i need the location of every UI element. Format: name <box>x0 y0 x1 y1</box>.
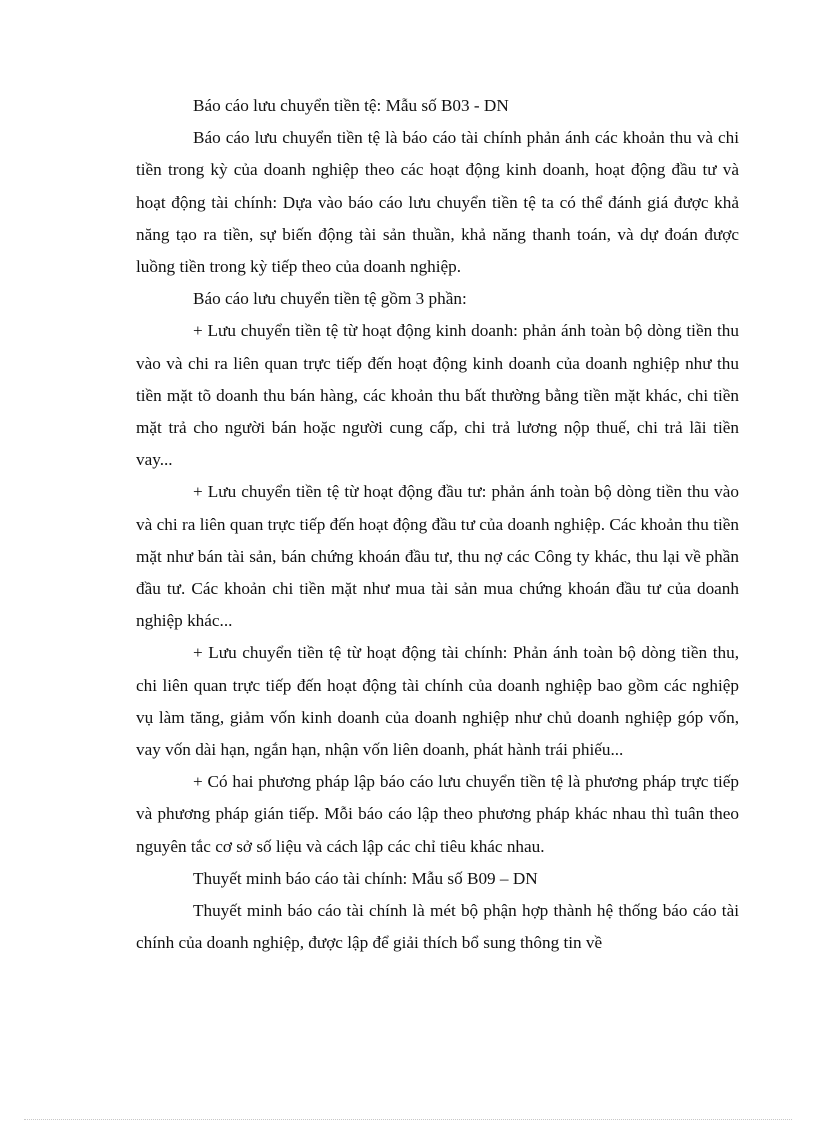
paragraph-financing-activities: + Lưu chuyển tiền tệ từ hoạt động tài chính: Phản ánh toàn bộ dòng tiền thu, chi liên quan trực tiếp đến hoạt động tài chính của doanh nghiệp bao gồm các nghiệp vụ làm tăng, giảm vốn kinh doanh của doanh nghiệp như chủ doanh nghiệp góp vốn, vay vốn dài hạn, ngắn hạn, nhận vốn liên doanh, phát hành trái phiếu... <box>136 643 739 760</box>
heading-financial-statement-notes: Thuyết minh báo cáo tài chính: Mẫu số B09 – DN <box>193 868 538 888</box>
heading-cash-flow-parts: Báo cáo lưu chuyển tiền tệ gồm 3 phần: <box>193 289 467 309</box>
heading-cash-flow-statement: Báo cáo lưu chuyển tiền tệ: Mẫu số B03 - DN <box>193 96 509 115</box>
paragraph-investing-activities: + Lưu chuyển tiền tệ từ hoạt động đầu tư: phản ánh toàn bộ dòng tiền thu vào và chi ra liên quan trực tiếp đến hoạt động đầu tư của doanh nghiệp. Các khoản thu tiền mặt như bán tài sản, bán chứng khoán đầu tư, thu nợ các Công ty khác, thu lại về phần đầu tư. Các khoản chi tiền mặt như mua tài sản mua chứng khoán đầu tư của doanh nghiệp khác... <box>136 482 739 631</box>
paragraph-notes-definition: Thuyết minh báo cáo tài chính là mét bộ phận hợp thành hệ thống báo cáo tài chính của doanh nghiệp, được lập để giải thích bổ sung thông tin về <box>136 901 739 953</box>
paragraph-preparation-methods: + Có hai phương pháp lập báo cáo lưu chuyển tiền tệ là phương pháp trực tiếp và phương pháp gián tiếp. Mỗi báo cáo lập theo phương pháp khác nhau thì tuân theo nguyên tắc cơ sở số liệu và cách lập các chỉ tiêu khác nhau. <box>136 772 739 856</box>
paragraph-operating-activities: + Lưu chuyển tiền tệ từ hoạt động kinh doanh: phản ánh toàn bộ dòng tiền thu vào và chi ra liên quan trực tiếp đến hoạt động kinh doanh của doanh nghiệp như thu tiền mặt tõ doanh thu bán hàng, các khoản thu bất thường bằng tiền mặt khác, chi tiền mặt trả cho người bán hoặc người cung cấp, chi trả lương nộp thuế, chi trả lãi tiền vay... <box>136 321 739 470</box>
paragraph-cash-flow-definition: Báo cáo lưu chuyển tiền tệ là báo cáo tài chính phản ánh các khoản thu và chi tiền trong kỳ của doanh nghiệp theo các hoạt động kinh doanh, hoạt động đầu tư và hoạt động tài chính: Dựa vào báo cáo lưu chuyển tiền tệ ta có thể đánh giá được khả năng tạo ra tiền, sự biến động tài sản thuần, khả năng thanh toán, và dự đoán được luồng tiền trong kỳ tiếp theo của doanh nghiệp. <box>136 128 739 277</box>
document-page <box>136 90 739 959</box>
page-bottom-divider <box>24 1119 792 1120</box>
